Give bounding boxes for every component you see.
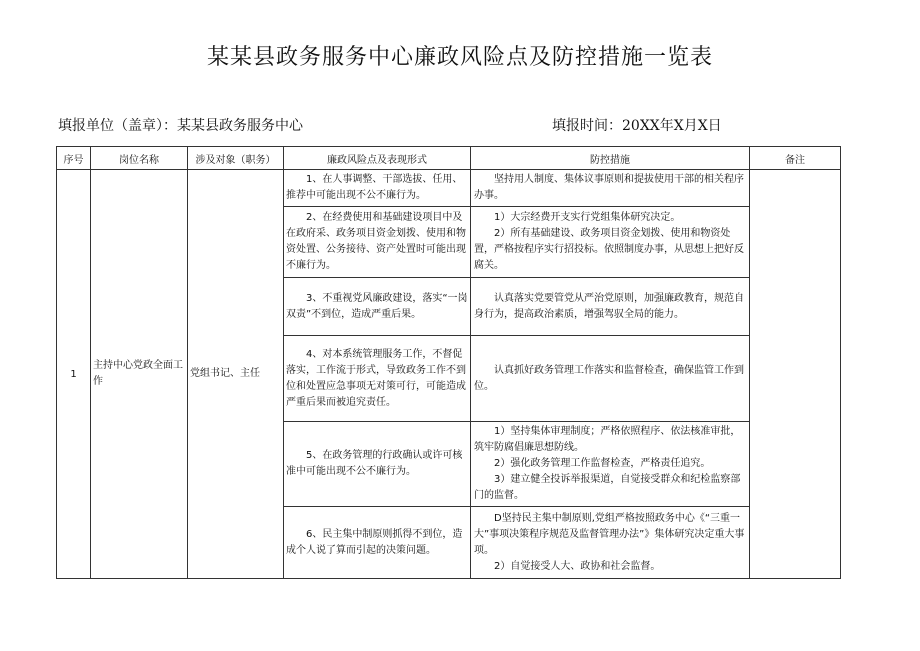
fill-time-value: 20XX年X月X日: [622, 118, 722, 134]
header-position: 岗位名称: [91, 147, 188, 170]
measure-line: 2）自觉接受人大、政协和社会监督。: [494, 560, 661, 572]
header-row: [57, 147, 841, 170]
header-remark: 备注: [750, 147, 841, 170]
header-subject: 涉及对象（职务）: [188, 147, 284, 170]
risk-item: 6、民主集中制原则抓得不到位，造成个人说了算而引起的决策问题。: [284, 507, 471, 579]
measure-line: 认真落实党要管党从严治党原则，加强廉政教育，规范自身行为，提高政治素质，增强驾驭全局的能力。: [474, 292, 744, 320]
row-remark: [750, 170, 841, 579]
filler-label: 填报单位（盖章）：: [58, 118, 177, 134]
measure-line: D坚持民主集中制原则,党组严格按照政务中心《“三重一大”事项决策程序规范及监督管理办法”》集体研究决定重大事项。: [474, 512, 745, 556]
measure-line: 2）强化政务管理工作监督检查，严格责任追究。: [494, 458, 711, 469]
header-index: 序号: [57, 147, 91, 170]
measure-line: 认真抓好政务管理工作落实和监督检查，确保监管工作到位。: [474, 364, 744, 392]
measure-item: [471, 207, 750, 278]
risk-item: 3、不重视党风廉政建设，落实“一岗双责”不到位，造成严重后果。: [284, 278, 471, 336]
risk-table: [56, 146, 841, 579]
measure-line: 3）建立健全投诉举报渠道，自觉接受群众和纪检监察部门的监督。: [474, 474, 741, 501]
risk-item: 2、在经费使用和基础建设项目中及在政府采、政务项目资金划拨、使用和物资处置、公务接待、资产处置时可能出现不廉行为。: [284, 207, 471, 278]
risk-item: 4、对本系统管理服务工作，不督促落实，工作流于形式，导致政务工作不到位和处置应急事项无对策可行，可能造成严重后果而被追究责任。: [284, 336, 471, 422]
measure-item: [471, 278, 750, 336]
filler-unit: 某某县政务服务中心: [177, 118, 303, 134]
header-measures: 防控措施: [471, 147, 750, 170]
measure-line: 1）坚持集体审理制度；严格依照程序、依法核准审批，筑牢防腐倡廉思想防线。: [474, 426, 741, 453]
measure-line: 1）大宗经费开支实行党组集体研究决定。: [494, 212, 681, 223]
measure-line: 2）所有基础建设、政务项目资金划拨、使用和物资处置，严格按程序实行招投标。依照制度办事，从思想上把好反腐关。: [474, 228, 744, 271]
measure-item: [471, 507, 750, 579]
measure-item: [471, 422, 750, 507]
fill-time-line: [552, 115, 722, 135]
measure-item: [471, 170, 750, 207]
measure-line: 坚持用人制度、集体议事原则和提拔使用干部的相关程序办事。: [474, 174, 744, 201]
table-row: [57, 170, 841, 207]
risk-item: 1、在人事调整、干部选拔、任用、推荐中可能出现不公不廉行为。: [284, 170, 471, 207]
row-position: 主持中心党政全面工作: [91, 170, 188, 579]
page-title: 某某县政务服务中心廉政风险点及防控措施一览表: [206, 45, 713, 70]
risk-item: 5、在政务管理的行政确认或许可核准中可能出现不公不廉行为。: [284, 422, 471, 507]
row-index: 1: [57, 170, 91, 579]
row-subject: 党组书记、主任: [188, 170, 284, 579]
header-risk: 廉政风险点及表现形式: [284, 147, 471, 170]
filler-unit-line: [58, 115, 303, 135]
fill-time-label: 填报时间：: [552, 118, 622, 134]
measure-item: [471, 336, 750, 422]
